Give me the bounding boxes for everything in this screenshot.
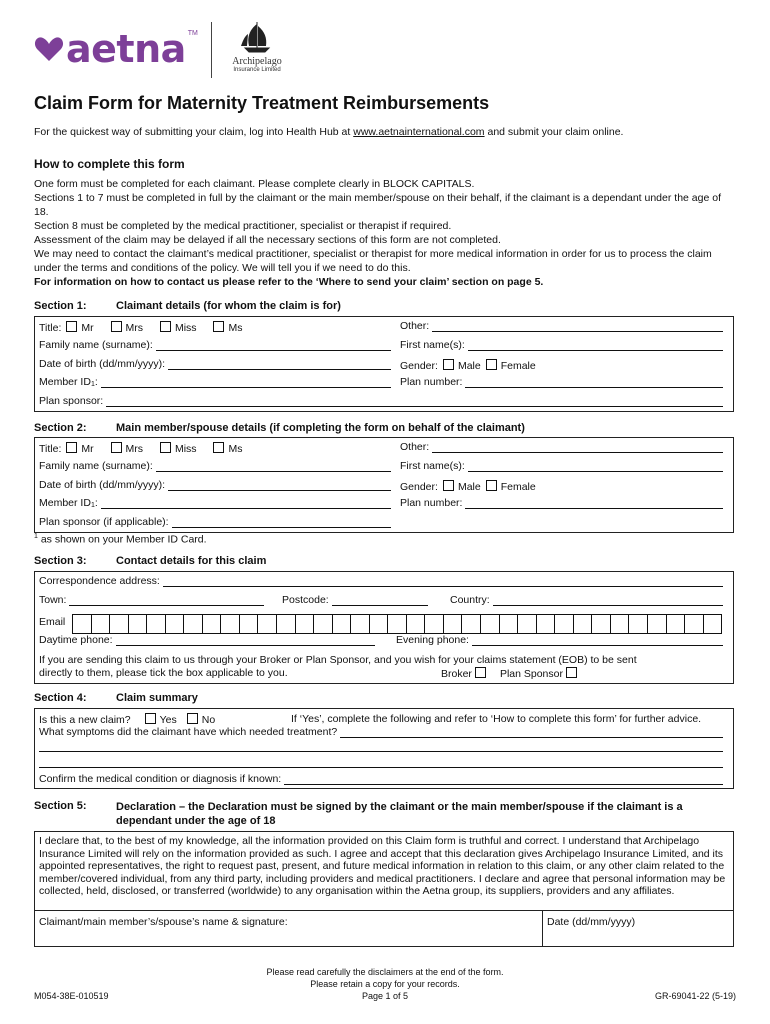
footnote-mark: 1 (34, 533, 38, 540)
broker-text-line: If you are sending this claim to us through your Broker or Plan Sponsor, and you wish for your claims statement (EOB) to be sent (39, 654, 637, 666)
diagnosis-field[interactable] (39, 773, 723, 785)
checkbox-female[interactable] (486, 359, 497, 370)
member-input[interactable] (101, 376, 391, 388)
plan-sponsor-field[interactable] (39, 516, 391, 528)
member-id-field[interactable] (39, 376, 391, 388)
website-link[interactable]: www.aetnainternational.com (353, 126, 485, 138)
member-id-field[interactable] (39, 497, 391, 509)
family-input[interactable] (156, 460, 391, 472)
plan-sponsor-label: Plan sponsor: (39, 395, 104, 407)
mr-label: Mr (81, 322, 94, 334)
plan-number-field[interactable] (400, 376, 723, 388)
section-3-heading (34, 555, 266, 567)
email-input[interactable] (72, 614, 722, 634)
instruction-line: Section 8 must be completed by the medical practitioner, specialist or therapist if required. (34, 220, 452, 232)
symptoms-line-3[interactable] (39, 767, 723, 768)
broker-text-line: directly to them, please tick the box applicable to you. (39, 666, 288, 679)
footer-disclaimer: Please read carefully the disclaimers at the end of the form. (266, 967, 504, 977)
mrs-label: Mrs (125, 322, 144, 334)
checkbox-ms[interactable] (213, 442, 224, 453)
instruction-line: One form must be completed for each claimant. Please complete clearly in BLOCK CAPITALS. (34, 178, 475, 190)
checkbox-yes[interactable] (145, 713, 156, 724)
plan-sponsor-field[interactable] (39, 395, 723, 407)
footnote-ref: 1 (90, 502, 95, 509)
dob-field[interactable] (39, 479, 391, 491)
dob-label: Date of birth (dd/mm/yyyy): (39, 358, 166, 370)
instruction-line: We may need to contact the claimant’s medical practitioner, specialist or therapist for more medical information in order for us to process the claim under the terms and conditions of the policy. We will tell you if we need to do this. (34, 248, 712, 274)
checkbox-miss[interactable] (160, 321, 171, 332)
page-title: Claim Form for Maternity Treatment Reimbursements (34, 93, 490, 113)
checkbox-ms[interactable] (213, 321, 224, 332)
plan-sponsor-input[interactable] (106, 395, 723, 407)
diagnosis-input[interactable] (284, 773, 723, 785)
female-label: Female (500, 360, 536, 372)
date-label[interactable]: Date (dd/mm/yyyy) (547, 916, 636, 928)
declaration-box (34, 831, 734, 947)
evening-phone-field[interactable] (396, 634, 723, 646)
new-claim-options (39, 713, 215, 726)
symptoms-field[interactable] (39, 726, 723, 738)
intro-text (34, 126, 623, 138)
diagnosis-label: Confirm the medical condition or diagnosis if known: (39, 773, 282, 785)
town-field[interactable] (39, 594, 264, 606)
section-number: Section 1: (34, 300, 87, 312)
daytime-label: Daytime phone: (39, 634, 113, 646)
yes-label: Yes (159, 714, 177, 726)
daytime-phone-field[interactable] (39, 634, 375, 646)
checkbox-female[interactable] (486, 480, 497, 491)
country-field[interactable] (450, 594, 723, 606)
checkbox-sponsor[interactable] (566, 667, 577, 678)
family-name-field[interactable] (39, 339, 391, 351)
ms-label: Ms (228, 443, 243, 455)
gender-label: Gender: (400, 481, 438, 493)
plan-number-label: Plan number: (400, 376, 463, 388)
section-title: Contact details for this claim (116, 555, 267, 567)
title-options (39, 442, 242, 455)
gender-label: Gender: (400, 360, 438, 372)
male-label: Male (457, 360, 481, 372)
dob-input[interactable] (168, 358, 391, 370)
broker-text (39, 654, 729, 679)
signature-row (35, 910, 733, 946)
ms-label: Ms (228, 322, 243, 334)
new-claim-label: Is this a new claim? (39, 714, 131, 726)
member-label: Member ID (39, 497, 91, 509)
symptoms-input[interactable] (340, 726, 723, 738)
footer-retain: Please retain a copy for your records. (310, 979, 460, 989)
evening-input[interactable] (472, 634, 723, 646)
family-label: Family name (surname): (39, 339, 153, 351)
instruction-line: Sections 1 to 7 must be completed in full by the claimant or the main member/spouse on their behalf, if the claimant is a dependant under the age of 18. (34, 192, 721, 218)
signature-divider (542, 911, 543, 947)
logo-divider (211, 22, 212, 78)
country-input[interactable] (493, 594, 723, 606)
aetna-logo (34, 27, 198, 71)
female-label: Female (500, 481, 536, 493)
heart-icon (34, 36, 64, 62)
other-input[interactable] (432, 441, 723, 453)
how-heading: How to complete this form (34, 157, 185, 171)
checkbox-male[interactable] (443, 480, 454, 491)
intro-pre: For the quickest way of submitting your claim, log into Health Hub at (34, 126, 354, 138)
title-label: Title: (39, 322, 62, 334)
broker-options (441, 667, 581, 681)
postcode-label: Postcode: (282, 594, 329, 606)
section-title: Main member/spouse details (if completing the form on behalf of the claimant) (116, 422, 525, 434)
family-name-field[interactable] (39, 460, 391, 472)
symptoms-line-2[interactable] (39, 751, 723, 752)
dob-field[interactable] (39, 358, 391, 370)
other-field[interactable] (400, 441, 723, 453)
first-name-field[interactable] (400, 339, 723, 351)
country-label: Country: (450, 594, 490, 606)
page-number: Page 1 of 5 (361, 991, 409, 1001)
footnote-ref: 1 (90, 381, 95, 388)
mr-label: Mr (81, 443, 94, 455)
checkbox-male[interactable] (443, 359, 454, 370)
checkbox-mr[interactable] (66, 321, 77, 332)
town-label: Town: (39, 594, 67, 606)
member-label: Member ID (39, 376, 91, 388)
archipelago-sub: Insurance Limited (233, 67, 281, 73)
title-label: Title: (39, 443, 62, 455)
signature-label[interactable]: Claimant/main member’s/spouse’s name & signature: (39, 916, 288, 928)
no-label: No (201, 714, 216, 726)
corr-input[interactable] (163, 575, 723, 587)
declaration-text: I declare that, to the best of my knowledge, all the information provided on this Claim form is truthful and correct. I understand that Archipelago Insurance Limited will rely on the information provided as such. I agree and accept that this declaration gives Archipelago Insurance Limited, and its appointed representatives, the right to request past, present, and future medical information in relation to this claim, or any other claim related to the member/covered individual, from any third party, including providers and medical practitioners. I declare and agree that personal information may be collected, held, disclosed, or transferred (worldwide) to any organisation within the Aetna group, its suppliers, providers and any affiliates. (39, 835, 726, 898)
first-input[interactable] (468, 339, 723, 351)
email-label: Email (39, 616, 66, 628)
gender-options (400, 480, 536, 493)
miss-label: Miss (174, 443, 197, 455)
ship-icon (237, 20, 277, 54)
footnote-text: as shown on your Member ID Card. (37, 533, 207, 546)
archipelago-logo (222, 20, 292, 73)
daytime-input[interactable] (116, 634, 375, 646)
checkbox-miss[interactable] (160, 442, 171, 453)
dob-label: Date of birth (dd/mm/yyyy): (39, 479, 166, 491)
aetna-wordmark: aetna (66, 27, 186, 71)
trademark: TM (187, 30, 198, 37)
broker-text-line2 (39, 667, 729, 680)
male-label: Male (457, 481, 481, 493)
section-title: Claim summary (116, 692, 198, 704)
footnote (34, 533, 207, 546)
section-4-heading (34, 692, 198, 704)
other-label: Other: (400, 320, 430, 332)
postcode-input[interactable] (332, 594, 428, 606)
colon: : (94, 376, 98, 388)
section-2-heading (34, 422, 525, 434)
checkbox-mr[interactable] (66, 442, 77, 453)
form-ref: GR-69041-22 (5-19) (654, 991, 736, 1001)
plan-sponsor-input[interactable] (172, 516, 391, 528)
section-title: Claimant details (for whom the claim is for) (116, 300, 341, 312)
member-input[interactable] (101, 497, 391, 509)
postcode-field[interactable] (282, 594, 428, 606)
first-name-field[interactable] (400, 460, 723, 472)
form-code: M054-38E-010519 (34, 991, 109, 1001)
section-number: Section 4: (34, 692, 87, 704)
correspondence-field[interactable] (39, 575, 723, 587)
section-title: Declaration – the Declaration must be signed by the claimant or the main member/spouse if the claimant is a dependant under the age of 18 (116, 801, 683, 827)
sponsor-label: Plan Sponsor (499, 667, 563, 680)
evening-label: Evening phone: (396, 634, 469, 646)
colon: : (94, 497, 98, 509)
plan-number-input[interactable] (465, 497, 723, 509)
symptoms-label: What symptoms did the claimant have which needed treatment? (39, 726, 338, 738)
family-input[interactable] (156, 339, 391, 351)
plan-number-label: Plan number: (400, 497, 463, 509)
section-number: Section 3: (34, 555, 87, 567)
miss-label: Miss (174, 322, 197, 334)
intro-post: and submit your claim online. (484, 126, 624, 138)
plan-number-input[interactable] (465, 376, 723, 388)
plan-number-field[interactable] (400, 497, 723, 509)
first-input[interactable] (468, 460, 723, 472)
dob-input[interactable] (168, 479, 391, 491)
town-input[interactable] (69, 594, 264, 606)
first-label: First name(s): (400, 460, 465, 472)
other-input[interactable] (432, 320, 723, 332)
section-number: Section 2: (34, 422, 87, 434)
section-1-heading (34, 300, 341, 312)
other-label: Other: (400, 441, 430, 453)
checkbox-no[interactable] (187, 713, 198, 724)
instruction-contact: For information on how to contact us please refer to the ‘Where to send your claim’ section on page 5. (34, 276, 544, 288)
corr-label: Correspondence address: (39, 575, 160, 587)
mrs-label: Mrs (125, 443, 144, 455)
checkbox-mrs[interactable] (111, 321, 122, 332)
if-yes-text: If ‘Yes’, complete the following and refer to ‘How to complete this form’ for further advice. (291, 713, 702, 725)
section-number: Section 5: (34, 800, 87, 812)
gender-options (400, 359, 536, 372)
title-options (39, 321, 242, 334)
instruction-line: Assessment of the claim may be delayed if all the necessary sections of this form are not completed. (34, 234, 501, 246)
archipelago-name: Archipelago (232, 56, 282, 67)
how-instructions (34, 177, 734, 289)
checkbox-mrs[interactable] (111, 442, 122, 453)
broker-label: Broker (441, 667, 472, 680)
section-5-heading (34, 800, 716, 828)
first-label: First name(s): (400, 339, 465, 351)
other-field[interactable] (400, 320, 723, 332)
checkbox-broker[interactable] (475, 667, 486, 678)
family-label: Family name (surname): (39, 460, 153, 472)
plan-sponsor-label: Plan sponsor (if applicable): (39, 516, 169, 528)
